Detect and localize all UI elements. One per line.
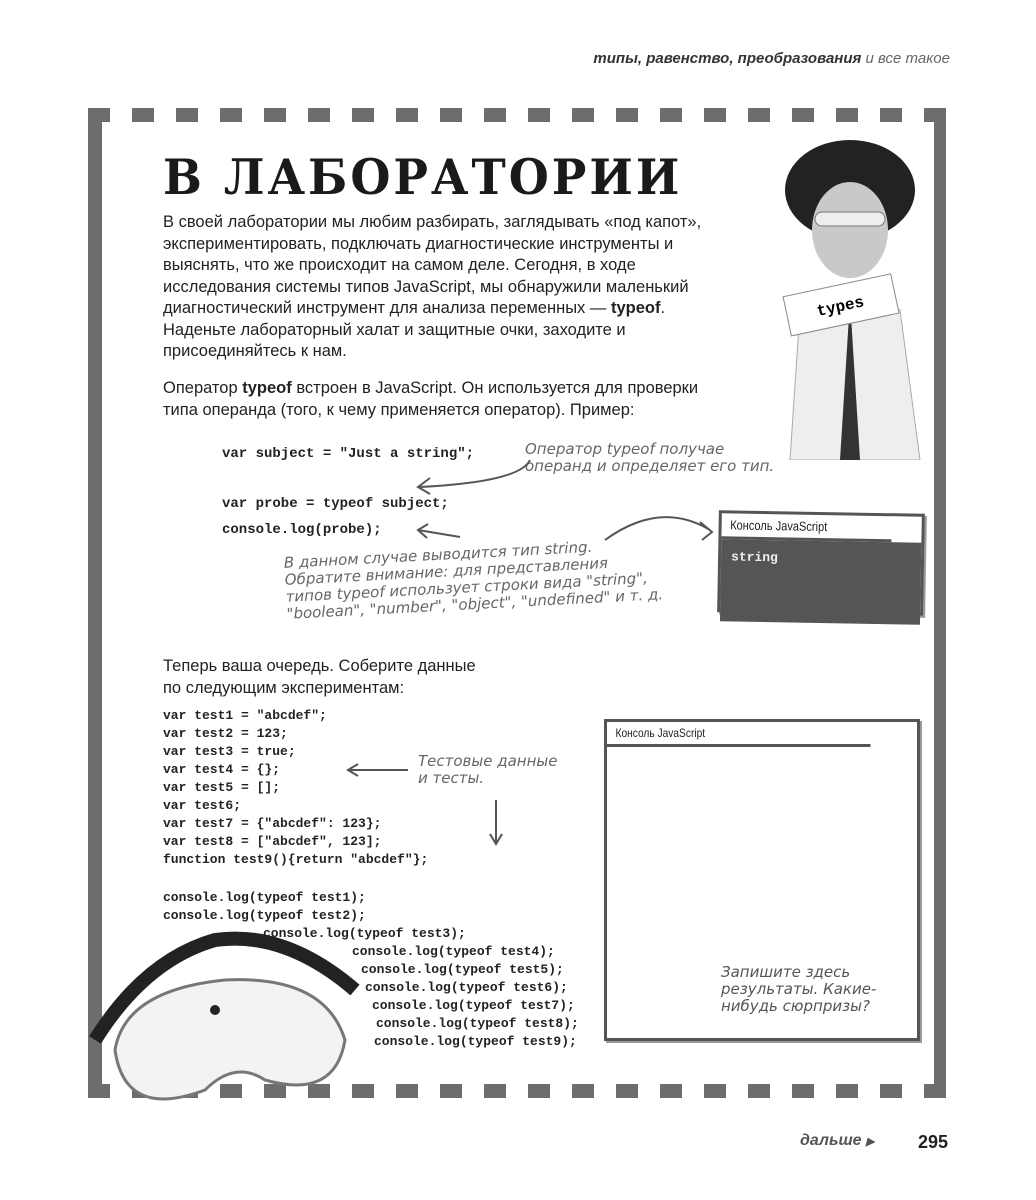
running-header	[593, 50, 950, 67]
code-line: var probe = typeof subject;	[222, 496, 449, 512]
annotation-results: Запишите здесь результаты. Какие- нибудь сюрпризы?	[721, 963, 877, 1015]
code-line: var test3 = true;	[163, 744, 296, 759]
intro-paragraph	[163, 212, 729, 363]
code-line: var subject = "Just a string";	[222, 446, 475, 462]
page-number: 295	[918, 1132, 949, 1152]
intro-text: В своей лаборатории мы любим разбирать, заглядывать «под капот», экспериментировать, подключать диагностические инструменты и выяснять, что же происходит на самом деле. Сегодня, в ходе исследования системы типов JavaScript, мы обнаружили маленький диагностический инструмент для анализа переменных —	[163, 213, 702, 317]
console-output: string	[720, 539, 921, 624]
code-line: var test2 = 123;	[163, 726, 288, 741]
log-line: console.log(typeof test8);	[376, 1016, 579, 1031]
types-card-label: types	[815, 293, 866, 321]
console-results	[604, 719, 920, 1041]
intro-text-end: . Наденьте лабораторный халат и защитные очки, заходите и присоединяйтесь к нам.	[163, 299, 666, 360]
console-example	[717, 510, 925, 616]
log-line: console.log(typeof test2);	[163, 908, 366, 923]
section-title: В ЛАБОРАТОРИИ	[163, 148, 683, 206]
next-link[interactable]	[800, 1132, 874, 1150]
typeof-bold: typeof	[242, 379, 292, 397]
intro2-text: Оператор	[163, 379, 243, 397]
code-line: var test6;	[163, 798, 242, 813]
goggles-image	[85, 930, 375, 1120]
log-line: console.log(typeof test4);	[352, 944, 555, 959]
console-title: Консоль JavaScript	[721, 513, 891, 542]
annotation-typeof: Оператор typeof получае операнд и определяет его тип.	[525, 440, 775, 475]
arrows-tests	[340, 760, 520, 850]
log-line: console.log(typeof test1);	[163, 890, 366, 905]
log-line: console.log(typeof test6);	[365, 980, 568, 995]
code-line: function test9(){return "abcdef"};	[163, 852, 429, 867]
code-line: var test7 = {"abcdef": 123};	[163, 816, 382, 831]
log-line: console.log(typeof test9);	[374, 1034, 577, 1049]
code-line: var test8 = ["abcdef", 123];	[163, 834, 382, 849]
typeof-bold: typeof	[610, 299, 661, 317]
header-bold: типы, равенство, преобразования	[593, 50, 862, 67]
log-line: console.log(typeof test5);	[361, 962, 564, 977]
header-light: и все такое	[865, 50, 950, 67]
annotation-tests: Тестовые данные и тесты.	[418, 752, 558, 787]
code-line: console.log(probe);	[222, 522, 382, 538]
intro2-text-end: встроен в JavaScript. Он используется для проверки типа операнда (того, к чему применяется оператор). Пример:	[163, 379, 699, 419]
code-line: var test1 = "abcdef";	[163, 708, 327, 723]
intro2-paragraph	[163, 378, 729, 421]
arrows	[400, 460, 720, 550]
annotation-output: В данном случае выводится тип string. Обратите внимание: для представления типов typeof использует строки вида "string", "boolean", "number", "object", "undefined" и т. д.	[283, 537, 664, 623]
log-line: console.log(typeof test3);	[263, 926, 466, 941]
console-title: Консоль JavaScript	[607, 722, 871, 747]
code-line: var test4 = {};	[163, 762, 281, 777]
code-line: var test5 = [];	[163, 780, 281, 795]
task-text: Теперь ваша очередь. Соберите данные по следующим экспериментам:	[163, 657, 476, 697]
log-line: console.log(typeof test7);	[372, 998, 575, 1013]
next-arrow-icon: ▶	[866, 1136, 875, 1148]
next-label: дальше	[800, 1132, 862, 1149]
scientist-image	[760, 130, 940, 460]
